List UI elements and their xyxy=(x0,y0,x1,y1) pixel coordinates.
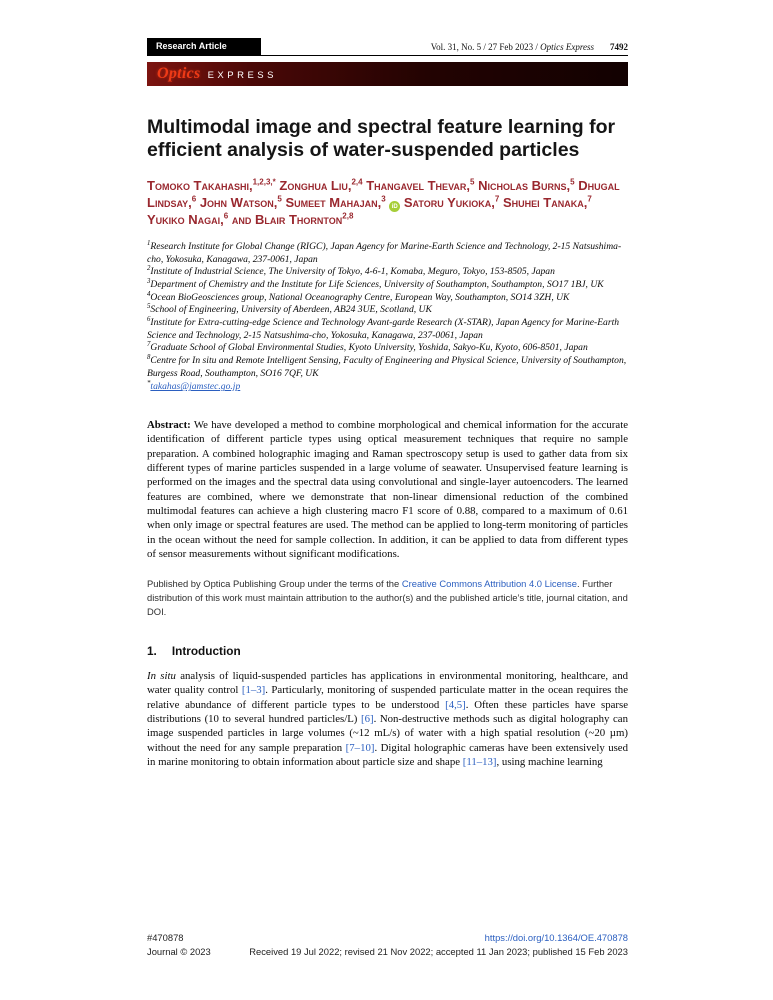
author xyxy=(147,212,228,227)
citation-link[interactable]: [6] xyxy=(360,712,374,725)
author xyxy=(366,178,474,193)
affiliation-sup: 1 xyxy=(147,239,151,247)
affiliation-item xyxy=(147,266,628,279)
author-name: Satoru Yukioka, xyxy=(403,194,495,210)
affiliation-sup: 8 xyxy=(147,353,151,361)
author-sup: 2,8 xyxy=(342,211,354,221)
author-sup: 5 xyxy=(277,194,282,204)
author xyxy=(232,212,354,227)
affiliation-item xyxy=(147,241,628,266)
author-name: Tomoko Takahashi, xyxy=(147,177,253,193)
author-sup: 7 xyxy=(587,194,592,204)
author xyxy=(404,195,499,210)
section-title: Introduction xyxy=(171,643,241,658)
affiliation-item xyxy=(147,279,628,292)
affiliation-text: Institute for Extra-cutting-edge Science and Technology Avant-garde Research (X-STAR), Japan Agency for Marine-Earth Science and Technology, 2-15 Natsushima-cho, Yokosuka, Kanagawa, 237-0061, Japan xyxy=(147,317,620,341)
intro-text: , using machine learning xyxy=(496,756,603,769)
intro-text: analysis of liquid-suspended particles has applications in environmental monitoring, healthcare, and water quality control xyxy=(147,669,628,697)
affiliation-text: Research Institute for Global Change (RIGC), Japan Agency for Marine-Earth Science and Technology, 2-15 Natsushima-cho, Yokosuka, Kanagawa, 237-0061, Japan xyxy=(147,241,622,265)
manuscript-id: #470878 xyxy=(147,931,184,943)
author xyxy=(478,178,574,193)
affiliation-text: Centre for In situ and Remote Intelligent Sensing, Faculty of Engineering and Physical Science, University of Southampton, Burgess Road, Southampton, SO16 7QF, UK xyxy=(147,354,627,379)
affiliation-text: Ocean BioGeosciences group, National Oceanography Centre, European Way, Southampton, SO14 3ZH, UK xyxy=(150,291,570,303)
author-sup: 6 xyxy=(223,211,229,221)
intro-text-italic: In situ xyxy=(147,669,176,682)
affiliation-item xyxy=(147,342,628,355)
author-name: Shuhei Tanaka, xyxy=(502,194,588,210)
journal-banner xyxy=(147,62,628,86)
author-sup: 1,2,3,* xyxy=(252,177,276,187)
author-name: Sumeet Mahajan, xyxy=(285,194,382,210)
author xyxy=(279,178,362,193)
license-note xyxy=(147,577,628,619)
header xyxy=(147,38,628,56)
affiliation-item xyxy=(147,292,628,305)
paper-title: Multimodal image and spectral feature learning for efficient analysis of water-suspended particles xyxy=(147,116,616,162)
affiliation-sup: 2 xyxy=(147,265,151,273)
author-name: Zonghua Liu, xyxy=(279,177,352,193)
affiliation-sup: 3 xyxy=(147,277,151,285)
author xyxy=(200,195,282,210)
cc-license-link[interactable]: Creative Commons Attribution 4.0 License xyxy=(401,577,577,589)
history-dates: Received 19 Jul 2022; revised 21 Nov 2022; accepted 11 Jan 2023; published 15 Feb 2023 xyxy=(249,946,628,958)
section-number: 1. xyxy=(147,643,157,658)
introduction-paragraph xyxy=(147,669,628,770)
orcid-icon[interactable]: iD xyxy=(389,201,400,212)
volume-date: Vol. 31, No. 5 / 27 Feb 2023 / xyxy=(430,42,541,52)
author-sup: 6 xyxy=(191,194,197,204)
author-sup: 2,4 xyxy=(351,177,363,187)
author-sup: 7 xyxy=(494,194,500,204)
author-sup: 5 xyxy=(570,177,575,187)
author xyxy=(285,195,385,210)
intro-text: . Digital holographic cameras have been extensively used in marine monitoring to obtain information about particle size and shape xyxy=(147,741,628,769)
optics-logo-text: Optics xyxy=(157,65,201,82)
affiliation-list xyxy=(147,241,628,394)
affiliation-sup: 5 xyxy=(147,303,151,311)
footer-row-doi xyxy=(147,931,628,946)
research-article-badge xyxy=(147,38,261,55)
affiliation-text: Institute of Industrial Science, The University of Tokyo, 4-6-1, Komaba, Meguro, Tokyo, 153-8505, Japan xyxy=(150,266,555,278)
affiliation-item xyxy=(147,317,628,342)
affiliation-text: Graduate School of Global Environmental Studies, Kyoto University, Yoshida, Sakyo-Ku, Kyoto, 606-8501, Japan xyxy=(150,342,588,354)
intro-text: . Particularly, monitoring of suspended particulate matter in the ocean requires the relative abundance of different particle types to be understood xyxy=(147,684,628,711)
author-name: Nicholas Burns, xyxy=(478,177,571,193)
affiliation-text: Department of Chemistry and the Institute for Life Sciences, University of Southampton, Southampton, SO17 1BJ, UK xyxy=(150,279,604,291)
abstract xyxy=(147,418,628,562)
author-name: and Blair Thornton xyxy=(231,212,343,228)
affiliation-text: School of Engineering, University of Aberdeen, AB24 3UE, Scotland, UK xyxy=(150,304,432,316)
author-list xyxy=(147,178,628,229)
footer-row-history xyxy=(147,945,628,960)
express-logo-text: EXPRESS xyxy=(207,69,277,81)
citation-link[interactable]: [4,5] xyxy=(445,698,466,711)
section-heading-introduction xyxy=(147,644,628,658)
author xyxy=(503,195,592,210)
affiliation-sup: 7 xyxy=(147,341,151,349)
affiliation-item xyxy=(147,304,628,317)
affiliation-sup: 4 xyxy=(147,290,151,298)
author-name: Yukiko Nagai, xyxy=(147,212,224,228)
corresponding-email xyxy=(147,381,628,394)
intro-text: . Non-destructive methods such as digital holography can image suspended particles in large volumes (~12 mL/s) of water with a high spatial resolution (~20 µm) without the need for any sample preparation xyxy=(147,712,628,754)
intro-text: . Often these particles have sparse distributions (10 to several hundred particles/L) xyxy=(147,698,628,725)
author-sup: 5 xyxy=(470,177,475,187)
badge-label: Research Article xyxy=(156,41,227,51)
abstract-label: Abstract: xyxy=(147,418,191,431)
citation-link[interactable]: [7–10] xyxy=(345,741,375,754)
license-text-after: . Further distribution of this work must maintain attribution to the author(s) and the published article’s title, journal citation, and DOI. xyxy=(147,577,628,617)
journal-name: Optics Express xyxy=(540,42,594,52)
author-sup: 3 xyxy=(381,194,386,204)
journal-copyright: Journal © 2023 xyxy=(147,946,211,958)
author-name: Thangavel Thevar, xyxy=(366,177,471,193)
page-number: 7492 xyxy=(610,42,628,52)
citation-link[interactable]: [1–3] xyxy=(241,684,266,697)
corresponding-sup: * xyxy=(147,380,151,388)
footer xyxy=(147,931,628,960)
affiliation-sup: 6 xyxy=(147,315,151,323)
author xyxy=(147,178,276,193)
doi-link[interactable]: https://doi.org/10.1364/OE.470878 xyxy=(484,931,628,943)
citation-link[interactable]: [11–13] xyxy=(462,756,497,769)
license-text-before: Published by Optica Publishing Group under the terms of the xyxy=(147,577,402,589)
author-name: Dhugal Lindsay, xyxy=(147,177,620,210)
corresponding-email-link[interactable]: takahas@jamstec.go.jp xyxy=(150,381,241,393)
affiliation-item xyxy=(147,355,628,380)
abstract-text: We have developed a method to combine morphological and chemical information for the accurate identification of different particle types using optical measurement techniques that require no sample preparation. A combined holographic imaging and Raman spectroscopy setup is used to gather data from six different types of marine particles suspended in a large volume of seawater. Unsupervised feature learning is performed on the images and the spectral data using convolutional and single-layer autoencoders. The learned features are combined, where we demonstrate that non-linear dimensional reduction of the combined multimodal features can achieve a high clustering macro F1 score of 0.88, compared to a maximum of 0.61 when only image or spectral features are used. The method can be applied to long-term monitoring of particles in the ocean without the need for sample collection. In addition, it can be applied to data from different types of sensor measurements without significant modifications. xyxy=(147,418,628,561)
journal-info xyxy=(431,42,628,55)
author-name: John Watson, xyxy=(199,194,278,210)
